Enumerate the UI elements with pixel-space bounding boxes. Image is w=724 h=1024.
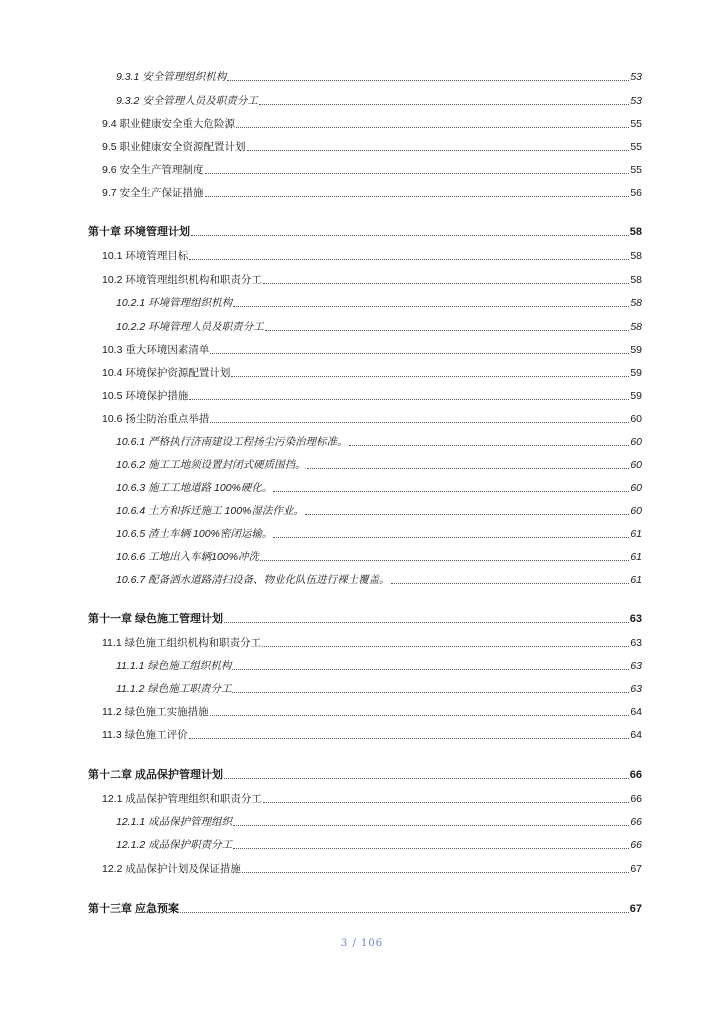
toc-entry-title: 11.1 绿色施工组织机构和职责分工: [102, 637, 262, 649]
toc-entry-title: 9.5 职业健康安全资源配置计划: [102, 141, 246, 153]
toc-entry-page: 66: [630, 839, 642, 851]
toc-entry-title: 11.1.2 绿色施工职责分工: [116, 683, 232, 695]
toc-dot-leader: [273, 537, 629, 538]
toc-entry-page: 63: [629, 613, 642, 625]
toc-entry-page: 53: [630, 71, 642, 83]
toc-entry-title: 12.1.1 成品保护管理组织: [116, 816, 233, 828]
toc-entry-page: 63: [630, 637, 642, 649]
toc-entry-page: 59: [630, 390, 642, 402]
toc-entry-page: 59: [630, 344, 642, 356]
toc-dot-leader: [224, 622, 629, 623]
toc-entry-page: 58: [630, 321, 642, 333]
toc-entry-page: 55: [630, 118, 642, 130]
toc-entry-title: 10.6.4 土方和拆迁施工 100%湿法作业。: [116, 505, 304, 517]
toc-chapter-entry[interactable]: [88, 223, 642, 239]
toc-entry-page: 58: [630, 274, 642, 286]
toc-entry-title: 10.6.2 施工工地须设置封闭式硬质围挡。: [116, 459, 306, 471]
toc-dot-leader: [233, 825, 629, 826]
toc-entry-title: 11.2 绿色施工实施措施: [102, 706, 209, 718]
toc-section-entry[interactable]: [102, 247, 642, 263]
toc-dot-leader: [263, 802, 629, 803]
toc-dot-leader: [262, 646, 629, 647]
toc-section-entry[interactable]: [102, 634, 642, 650]
toc-entry-title: 10.1 环境管理目标: [102, 250, 189, 262]
toc-dot-leader: [259, 104, 630, 105]
toc-dot-leader: [242, 872, 629, 873]
toc-dot-leader: [189, 738, 630, 739]
toc-entry-page: 60: [630, 436, 642, 448]
toc-dot-leader: [210, 715, 630, 716]
toc-dot-leader: [233, 306, 629, 307]
toc-entry-page: 60: [630, 505, 642, 517]
toc-entry-page: 64: [630, 729, 642, 741]
toc-section-entry[interactable]: [116, 571, 642, 587]
toc-section-entry[interactable]: [102, 410, 642, 426]
toc-section-entry[interactable]: [116, 318, 642, 334]
toc-section-entry[interactable]: [102, 703, 642, 719]
toc-entry-page: 58: [629, 226, 642, 238]
toc-dot-leader: [189, 399, 629, 400]
toc-entry-page: 60: [630, 459, 642, 471]
toc-entry-title: 11.1.1 绿色施工组织机构: [116, 660, 232, 672]
toc-entry-page: 67: [629, 903, 642, 915]
toc-entry-title: 9.6 安全生产管理制度: [102, 164, 204, 176]
toc-section-entry[interactable]: [102, 184, 642, 200]
toc-entry-title: 10.6.6 工地出入车辆100%冲洗: [116, 551, 259, 563]
page-number-footer: 3 / 106: [340, 938, 384, 949]
toc-dot-leader: [227, 80, 629, 81]
toc-chapter-entry[interactable]: [88, 766, 642, 782]
toc-entry-title: 9.3.2 安全管理人员及职责分工: [116, 95, 258, 107]
toc-dot-leader: [349, 445, 630, 446]
toc-dot-leader: [231, 376, 629, 377]
toc-dot-leader: [273, 491, 629, 492]
toc-dot-leader: [265, 330, 630, 331]
toc-dot-leader: [210, 353, 629, 354]
toc-dot-leader: [189, 259, 629, 260]
toc-entry-title: 10.5 环境保护措施: [102, 390, 189, 402]
toc-section-entry[interactable]: [116, 548, 642, 564]
toc-section-entry[interactable]: [116, 433, 642, 449]
toc-dot-leader: [247, 150, 630, 151]
toc-section-entry[interactable]: [102, 860, 642, 876]
toc-section-entry[interactable]: [116, 294, 642, 310]
toc-entry-page: 53: [630, 95, 642, 107]
toc-entry-title: 12.1 成品保护管理组织和职责分工: [102, 793, 262, 805]
toc-dot-leader: [232, 692, 629, 693]
toc-dot-leader: [305, 514, 629, 515]
toc-dot-leader: [263, 283, 629, 284]
toc-section-entry[interactable]: [102, 341, 642, 357]
toc-section-entry[interactable]: [116, 456, 642, 472]
toc-entry-page: 61: [630, 574, 642, 586]
toc-entry-title: 第十二章 成品保护管理计划: [88, 769, 224, 781]
toc-entry-title: 10.2.1 环境管理组织机构: [116, 297, 233, 309]
toc-section-entry[interactable]: [102, 115, 642, 131]
toc-entry-title: 12.1.2 成品保护职责分工: [116, 839, 233, 851]
toc-entry-page: 64: [630, 706, 642, 718]
toc-entry-page: 66: [630, 816, 642, 828]
toc-dot-leader: [205, 173, 630, 174]
toc-entry-title: 10.6.7 配备洒水道路清扫设备、物业化队伍进行裸土覆盖。: [116, 574, 390, 586]
toc-entry-page: 55: [630, 164, 642, 176]
toc-section-entry[interactable]: [116, 680, 642, 696]
toc-section-entry[interactable]: [102, 138, 642, 154]
toc-section-entry[interactable]: [102, 726, 642, 742]
toc-dot-leader: [210, 422, 629, 423]
toc-dot-leader: [191, 235, 629, 236]
toc-section-entry[interactable]: [116, 813, 642, 829]
toc-section-entry[interactable]: [116, 525, 642, 541]
toc-dot-leader: [233, 848, 629, 849]
toc-entry-page: 60: [630, 482, 642, 494]
toc-entry-page: 59: [630, 367, 642, 379]
toc-entry-page: 66: [629, 769, 642, 781]
toc-entry-page: 55: [630, 141, 642, 153]
toc-section-entry[interactable]: [116, 68, 642, 84]
toc-section-entry[interactable]: [102, 161, 642, 177]
toc-section-entry[interactable]: [116, 479, 642, 495]
toc-entry-title: 10.2 环境管理组织机构和职责分工: [102, 274, 262, 286]
toc-entry-page: 58: [630, 250, 642, 262]
toc-entry-title: 10.6.5 渣土车辆 100%密闭运输。: [116, 528, 273, 540]
toc-entry-page: 61: [630, 551, 642, 563]
toc-entry-title: 12.2 成品保护计划及保证措施: [102, 863, 241, 875]
toc-chapter-entry[interactable]: [88, 610, 642, 626]
toc-entry-title: 第十一章 绿色施工管理计划: [88, 613, 224, 625]
toc-entry-title: 10.6.3 施工工地道路 100%硬化。: [116, 482, 273, 494]
toc-dot-leader: [391, 583, 630, 584]
toc-entry-page: 56: [630, 187, 642, 199]
toc-entry-title: 10.2.2 环境管理人员及职责分工: [116, 321, 264, 333]
toc-dot-leader: [307, 468, 630, 469]
toc-entry-title: 11.3 绿色施工评价: [102, 729, 188, 741]
toc-entry-title: 10.4 环境保护资源配置计划: [102, 367, 231, 379]
toc-dot-leader: [205, 196, 630, 197]
toc-section-entry[interactable]: [102, 364, 642, 380]
toc-entry-page: 63: [630, 683, 642, 695]
toc-dot-leader: [224, 778, 629, 779]
toc-entry-page: 63: [630, 660, 642, 672]
toc-section-entry[interactable]: [102, 387, 642, 403]
toc-entry-page: 67: [630, 863, 642, 875]
toc-section-entry[interactable]: [116, 502, 642, 518]
toc-section-entry[interactable]: [116, 836, 642, 852]
toc-section-entry[interactable]: [102, 271, 642, 287]
toc-dot-leader: [180, 912, 629, 913]
toc-entry-title: 9.3.1 安全管理组织机构: [116, 71, 227, 83]
toc-entry-page: 61: [630, 528, 642, 540]
toc-dot-leader: [232, 669, 629, 670]
toc-entry-title: 第十章 环境管理计划: [88, 226, 191, 238]
toc-entry-title: 9.7 安全生产保证措施: [102, 187, 204, 199]
toc-entry-title: 10.3 重大环境因素清单: [102, 344, 210, 356]
toc-dot-leader: [236, 127, 629, 128]
toc-section-entry[interactable]: [116, 657, 642, 673]
toc-entry-title: 第十三章 应急预案: [88, 903, 180, 915]
toc-entry-title: 10.6.1 严格执行济南建设工程扬尘污染治理标准。: [116, 436, 348, 448]
toc-entry-page: 60: [630, 413, 642, 425]
toc-entry-title: 10.6 扬尘防治重点举措: [102, 413, 210, 425]
toc-chapter-entry[interactable]: [88, 900, 642, 916]
toc-entry-title: 9.4 职业健康安全重大危险源: [102, 118, 236, 130]
toc-dot-leader: [260, 560, 629, 561]
toc-section-entry[interactable]: [102, 790, 642, 806]
toc-section-entry[interactable]: [116, 92, 642, 108]
toc-entry-page: 66: [630, 793, 642, 805]
toc-entry-page: 58: [630, 297, 642, 309]
